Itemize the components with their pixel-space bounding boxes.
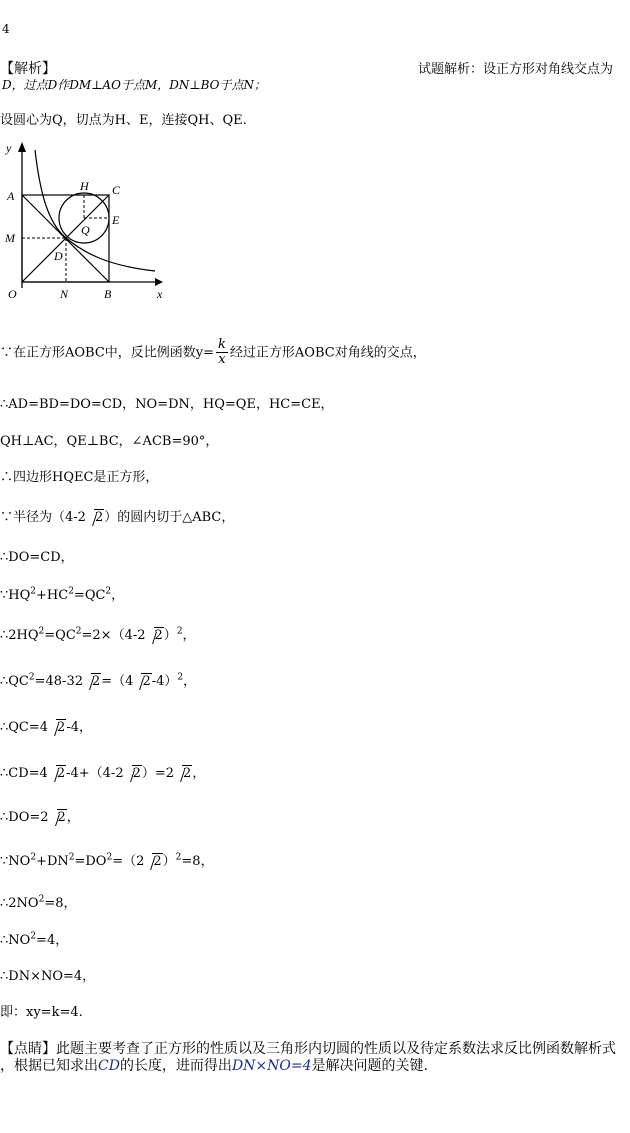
line13-end: =8，	[181, 854, 214, 869]
sqrt-symbol	[48, 720, 66, 735]
line13-mid3: =（2	[112, 854, 145, 869]
sqrt-radicand: 2	[92, 674, 101, 689]
solution-line-3: QH⊥AC，QE⊥BC，∠ACB=90°，	[0, 434, 219, 449]
fraction-k-over-x	[216, 338, 228, 368]
line11-mid2: ）=2	[141, 766, 175, 781]
superscript-2: 2	[30, 931, 37, 942]
line11-pre: ∴CD=4	[0, 766, 48, 781]
line10-pre: ∴QC=4	[0, 720, 49, 735]
label-o: O	[8, 287, 17, 301]
sqrt-radicand: 2	[154, 628, 163, 643]
line8-pre: ∴2HQ	[0, 628, 39, 643]
solution-line-17: 即：xy=k=4.	[0, 1005, 83, 1020]
label-d: D	[54, 249, 63, 263]
solution-line-6: ∴DO=CD，	[0, 550, 74, 565]
label-m: M	[5, 231, 15, 245]
line8-mid: =QC	[44, 628, 76, 643]
line15-pre: ∴NO	[0, 933, 31, 948]
analysis-intro-line2: D，过点D作DM⊥AO于点M，DN⊥BO于点N；	[2, 78, 267, 92]
solution-line-2: ∴AD=BD=DO=CD，NO=DN，HQ=QE，HC=CE，	[0, 397, 334, 412]
line13-mid: +DN	[36, 854, 69, 869]
line12-pre: ∴DO=2	[0, 810, 49, 825]
comment-tag: 【点睛】	[0, 1041, 56, 1057]
comment-text-2-post: 是解决问题的关键.	[311, 1058, 428, 1074]
solution-line-4: ∴四边形HQEC是正方形，	[0, 470, 159, 485]
sqrt-symbol	[48, 766, 66, 781]
sqrt-symbol	[49, 810, 67, 825]
line9-post: -4）	[151, 674, 178, 689]
line5-post: ）的圆内切于△ABC，	[104, 510, 235, 525]
comment-formula: DN×NO=4	[231, 1058, 312, 1074]
frac-den: x	[218, 352, 226, 368]
superscript-2: 2	[30, 586, 36, 597]
sqrt-radicand: 2	[132, 766, 141, 781]
label-y: y	[6, 141, 12, 155]
solution-line-9	[0, 670, 196, 689]
line9-end: ，	[183, 674, 197, 689]
label-b: B	[104, 287, 112, 301]
solution-line-8: $\therefore 2HQ^2=QC^2=2\times(4-2$ 2）$^2$，	[0, 626, 196, 643]
superscript-2: 2	[106, 852, 113, 863]
sqrt-radicand: 2	[142, 674, 151, 689]
line5-pre: ∵半径为（4-2	[0, 510, 86, 525]
analysis-intro-right: 试题解析：设正方形对角线交点为	[418, 62, 614, 77]
sqrt-radicand: 2	[56, 766, 66, 781]
superscript-2: 2	[30, 852, 37, 863]
solution-line-14	[0, 892, 76, 911]
line13-mid2: =DO	[74, 854, 107, 869]
superscript-2: 2	[176, 626, 183, 637]
comment-line-2	[0, 1055, 428, 1075]
solution-line-16: ∴DN×NO=4，	[0, 969, 96, 984]
line15-post: =4，	[36, 933, 69, 948]
geometry-figure	[0, 138, 175, 308]
line13-post: ）	[162, 854, 176, 869]
hyperbola-curve	[35, 150, 155, 271]
sqrt-radicand: 2	[183, 766, 192, 781]
solution-line-1	[0, 338, 426, 368]
frac-num: k	[218, 337, 226, 352]
line7-c: =QC	[73, 588, 106, 603]
line9-mid: =48-32	[34, 674, 83, 689]
line9-pre: ∴QC	[0, 674, 29, 689]
line1-pre: ∵在正方形AOBC中，反比例函数y=	[0, 345, 215, 361]
label-c: C	[112, 183, 121, 197]
question-number: 4	[2, 22, 10, 36]
y-axis-arrow	[18, 142, 26, 152]
line7-d: ，	[111, 588, 125, 603]
line14-pre: ∴2NO	[0, 896, 39, 911]
line9-mid2: =（4	[101, 674, 134, 689]
solution-line-5	[0, 506, 234, 525]
superscript-2: 2	[75, 626, 82, 637]
x-axis-arrow	[155, 278, 163, 286]
sqrt-symbol	[144, 854, 162, 869]
label-q: Q	[81, 223, 90, 237]
line13-pre: ∵NO	[0, 854, 31, 869]
analysis-intro-line3: 设圆心为Q，切点为H、E，连接QH、QE.	[0, 113, 247, 128]
line7-b: +HC	[36, 588, 69, 603]
sqrt-radicand: 2	[57, 720, 66, 735]
line11-post: ，	[192, 766, 206, 781]
line14-post: =8，	[44, 896, 77, 911]
line1-post: 经过正方形AOBC对角线的交点，	[229, 345, 426, 361]
superscript-2: 2	[177, 672, 184, 683]
label-x: x	[157, 287, 163, 301]
superscript-2: 2	[38, 626, 45, 637]
sqrt-symbol	[83, 674, 101, 689]
label-a: A	[7, 189, 15, 203]
comment-text-1: 此题主要考查了正方形的性质以及三角形内切圆的性质以及待定系数法求反比例函数解析式	[56, 1041, 616, 1057]
label-e: E	[112, 213, 120, 227]
comment-cd: CD	[98, 1058, 120, 1074]
line8-mid2: =2×（4-2	[81, 628, 146, 643]
superscript-2: 2	[105, 586, 112, 597]
superscript-2: 2	[68, 586, 74, 597]
line12-post: ，	[66, 810, 80, 825]
superscript-2: 2	[175, 852, 182, 863]
solution-line-7	[0, 584, 124, 603]
solution-line-13	[0, 850, 214, 869]
line8-post: ）	[163, 628, 177, 643]
sqrt-symbol	[133, 674, 151, 689]
sqrt-symbol	[86, 510, 104, 525]
solution-line-15	[0, 929, 68, 948]
label-n: N	[60, 287, 69, 301]
line7-a: ∵HQ	[0, 588, 31, 603]
superscript-2: 2	[28, 672, 35, 683]
comment-text-2-pre: ，根据已知求出	[0, 1058, 98, 1074]
solution-line-11	[0, 762, 205, 781]
sqrt-symbol	[174, 766, 192, 781]
sqrt-radicand: 2	[57, 810, 66, 825]
label-h: H	[80, 179, 89, 193]
line10-post: -4，	[66, 720, 92, 735]
sqrt-radicand: 2	[153, 854, 162, 869]
superscript-2: 2	[68, 852, 75, 863]
solution-line-10	[0, 716, 92, 735]
solution-line-12	[0, 806, 80, 825]
line11-mid: -4+（4-2	[66, 766, 124, 781]
sqrt-symbol	[146, 628, 164, 643]
sqrt-radicand: 2	[94, 510, 104, 525]
sqrt-symbol	[124, 766, 142, 781]
superscript-2: 2	[38, 894, 45, 905]
analysis-tag: 【解析】	[0, 61, 56, 77]
comment-text-2-mid: 的长度，进而得出	[119, 1058, 232, 1074]
